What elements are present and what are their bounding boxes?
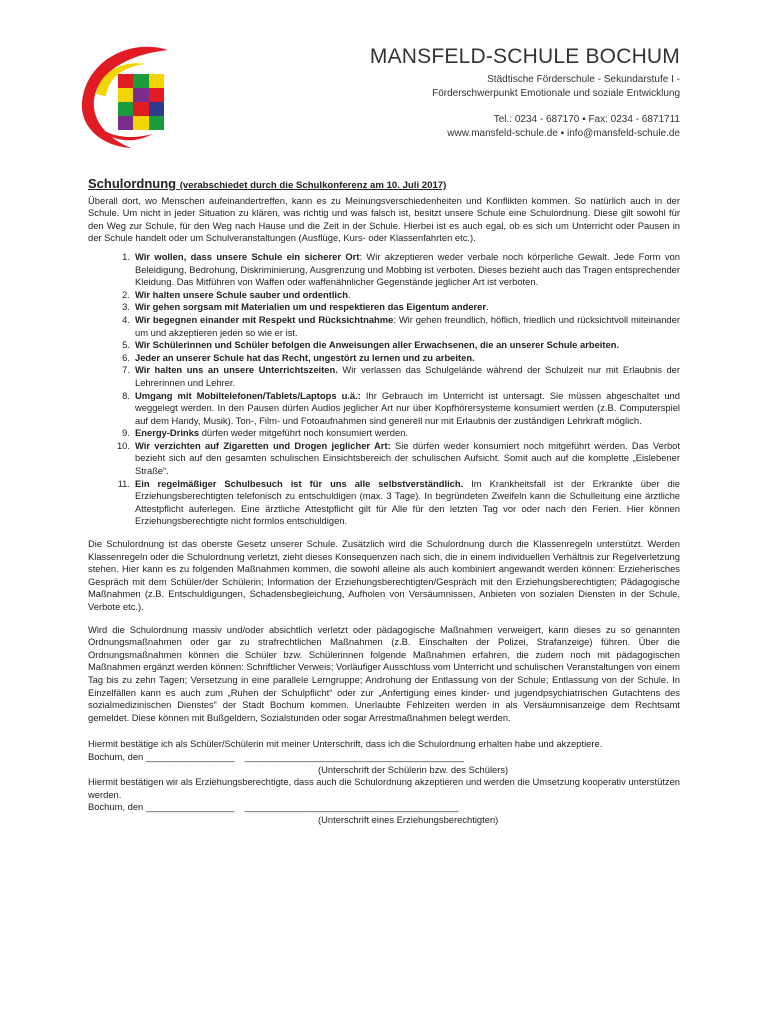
list-item: 8. Umgang mit Mobiltelefonen/Tablets/Laptops u.ä.: Ihr Gebrauch im Unterricht ist untersagt. Sie müssen abgeschaltet und weggelegt werden. In den Pausen dürfen Audios jeglicher Art nur über Kopfhörersysteme konsumiert werden (z.B. Computerspiel auf dem Handy, Musik). Ton-, Film- und Fotoaufnahmen sind generell nur mit Erlaubnis der zuständigen Lehrkraft möglich.: [122, 389, 680, 426]
signature-section: [88, 738, 680, 826]
list-item: 11. Ein regelmäßiger Schulbesuch ist für uns alle selbstverständlich. Im Krankheitsfall ist der Erkrankte über die Erziehungsberechtigten telefonisch zu entschuldigen (max. 3 Tage). In begründeten Zweifeln kann die Schulleitung eine ärztliche Attestpflicht auferlegen. Eine ärztliche Attestpflicht gilt für Alle für den letzten Tag vor oder nach den Ferien. Hier können Erziehungsberechtigte nicht formlos entschuldigen.: [117, 477, 680, 527]
measures-paragraph: Wird die Schulordnung massiv und/oder absichtlich verletzt oder pädagogische Maßnahmen verweigert, kann dieses zu so genannten Ordnungsmaßnahmen oder gar zu strafrechtlichen Maßnahmen (z.B. Einschalten der Polizei, Strafanzeige) führen. Über die Ordnungsmaßnahmen können die Schüler bzw. Schülerinnen folgende Maßnahmen erfahren, die zudem noch mit pädagogischen Maßnahmen ergänzt werden können: Schriftlicher Verweis; Vorläufiger Ausschluss vom Unterricht und schulischen Veranstaltungen von einem Tag bis zu zehn Tagen; Versetzung in eine parallele Lerngruppe; Androhung der Entlassung von der Schule; Entlassung von der Schule. In Einzelfällen kann es auch zum „Ruhen der Schulpflicht“ oder zur „Anfertigung eines kinder- und jugendpsychiatrischen Gutachtens des sozialmedizinischen Dienstes“ der Stadt Bochum kommen. Unerlaubte Fehlzeiten werden in als Versäumnisanzeige dem Rechtsamt gemeldet. Diese können mit Bußgeldern, Sozialstunden oder sogar Arrestmaßnahmen belegt werden.: [88, 623, 680, 723]
parent-confirmation: Hiermit bestätigen wir als Erziehungsberechtigte, dass auch die Schulordnung akzeptieren und werden die Umsetzung kooperativ unterstützen werden.: [88, 776, 681, 800]
title-note: (verabschiedet durch die Schulkonferenz am 10. Juli 2017): [179, 180, 447, 191]
school-logo: [76, 42, 176, 152]
student-signature-caption: (Unterschrift der Schülerin bzw. des Schülers): [318, 763, 509, 775]
list-item: 10. Wir verzichten auf Zigaretten und Drogen jeglicher Art: Sie dürfen weder konsumiert noch mitgeführt werden. Das Verbot bezieht sich auf den gesamten schulischen Einsichtsbereich der schulischen Aufsicht. Somit auch auf die komplette „Eislebener Straße“.: [116, 439, 680, 477]
contact-phone: Tel.: 0234 - 687170 ▪ Fax: 0234 - 6871711: [493, 114, 680, 125]
list-item: 4. Wir begegnen einander mit Respekt und Rücksichtnahme: Wir gehen freundlich, höflich, friedlich und rücksichtvoll miteinander um und akzeptieren jeden so wie er ist.: [122, 313, 680, 338]
parent-signature-caption: (Unterschrift eines Erziehungsberechtigten): [318, 813, 499, 825]
school-name: MANSFELD-SCHULE BOCHUM: [369, 45, 680, 68]
list-item: 6. Jeder an unserer Schule hat das Recht, ungestört zu lernen und zu arbeiten.: [122, 351, 475, 363]
student-confirmation: Hiermit bestätige ich als Schüler/Schülerin mit meiner Unterschrift, dass ich die Schulordnung erhalten habe und akzeptiere.: [88, 738, 603, 750]
parent-signature-line: Bochum, den _________________ _________________________________________: [88, 801, 459, 813]
list-item: 1. Wir wollen, dass unsere Schule ein sicherer Ort: Wir akzeptieren weder verbale noch körperliche Gewalt. Jede Form von Beleidigung, Bedrohung, Diskriminierung, Ausgrenzung und Mobbing ist verboten. Dieses bezieht auch das Tragen entsprechender Kleidung. Das Mitführen von Waffen oder waffenähnlicher Gegenstände jeglicher Art ist verboten.: [122, 250, 680, 288]
student-signature-line: Bochum, den _________________ __________________________________________: [88, 750, 464, 762]
contact-web: www.mansfeld-schule.de ▪ info@mansfeld-schule.de: [447, 128, 680, 139]
document-body: [88, 178, 680, 827]
school-subtitle: Städtische Förderschule - Sekundarstufe I - Förderschwerpunkt Emotionale und soziale Entwicklung: [432, 74, 680, 99]
letterhead: [370, 45, 680, 141]
consequences-paragraph: Die Schulordnung ist das oberste Gesetz unserer Schule. Zusätzlich wird die Schulordnung durch die Klassenregeln unterstützt. Werden Klassenregeln oder die Schulordnung verletzt, zieht dieses Konsequenzen nach sich, die in einem individuellen Verhältnis zur Regelverletzung stehen. Hier kann es zu folgenden Maßnahmen kommen, die sowohl alleine als auch kombiniert angewandt werden können: Erzieherisches Gespräch mit dem Schüler/der Schülerin; Information der Erziehungsberechtigten/Gespräch mit den Erziehungsberechtigten; Pädagogische Maßnahmen (z.B. Entschuldigungen, Schadensbegleichung, Aufholen von Versäumnissen, Anbieten von sozialen Diensten in der Schule, Verbote etc.).: [88, 538, 680, 612]
document-title: Schulordnung (verabschiedet durch die Schulkonferenz am 10. Juli 2017): [88, 176, 447, 191]
list-item: 2. Wir halten unsere Schule sauber und ordentlich.: [122, 288, 351, 300]
list-item: 5. Wir Schülerinnen und Schüler befolgen die Anweisungen aller Erwachsenen, die an unserer Schule arbeiten.: [122, 339, 620, 351]
list-item: 3. Wir gehen sorgsam mit Materialien um und respektieren das Eigentum anderer.: [122, 301, 489, 313]
intro-paragraph: Überall dort, wo Menschen aufeinandertreffen, kann es zu Meinungsverschiedenheiten und Konflikten kommen. So natürlich auch in der Schule. Um nicht in jeder Situation zu klären, was richtig und was falsch ist, besitzt unsere Schule eine Schulordnung. Diese gilt sowohl für den Weg zur Schule, für den Weg nach Hause und die Zeit in der Schule. Hierbei ist es auch egal, ob es sich um Unterricht oder Pausen in der Schule handelt oder um Schulveranstaltungen (Ausflüge, Kurs- oder Klassenfahrten etc.).: [88, 194, 680, 244]
contact-info: [370, 113, 680, 141]
list-item: 7. Wir halten uns an unsere Unterrichtszeiten. Wir verlassen das Schulgelände während der Schulzeit nur mit Erlaubnis der Lehrerinnen und Lehrer.: [122, 364, 681, 388]
list-item: 9. Energy-Drinks dürfen weder mitgeführt noch konsumiert werden.: [122, 427, 409, 439]
rules-list: [88, 251, 680, 528]
